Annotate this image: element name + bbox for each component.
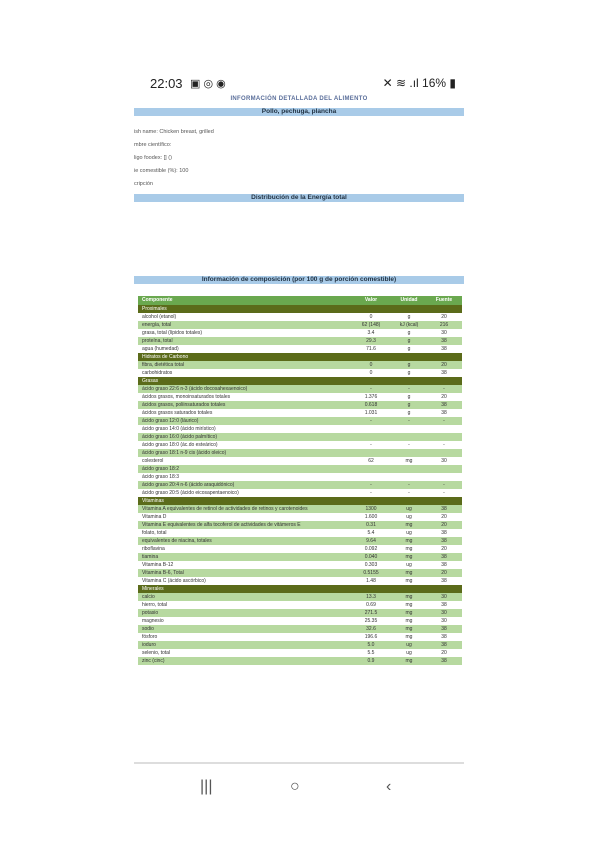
cell-unit: mg bbox=[405, 618, 413, 624]
composition-table bbox=[138, 296, 462, 665]
cell-value: 1.376 bbox=[364, 394, 378, 400]
cell-unit: mg bbox=[405, 610, 413, 616]
table-row bbox=[138, 361, 462, 369]
cell-component: Hidratos de Carbono bbox=[142, 354, 189, 360]
cell-source: 216 bbox=[439, 322, 449, 328]
table-row bbox=[138, 633, 462, 641]
cell-source: - bbox=[443, 418, 445, 424]
table-row bbox=[138, 601, 462, 609]
status-bar bbox=[150, 76, 460, 94]
table-row bbox=[138, 553, 462, 561]
notification-icons: ▣ ◎ ◉ bbox=[190, 78, 226, 90]
table-row bbox=[138, 593, 462, 601]
table-row bbox=[138, 457, 462, 465]
table-row bbox=[138, 505, 462, 513]
table-row bbox=[138, 609, 462, 617]
cell-unit: ug bbox=[406, 506, 412, 512]
table-row bbox=[138, 625, 462, 633]
table-row bbox=[138, 401, 462, 409]
cell-source: 38 bbox=[441, 634, 447, 640]
cell-value: 62 bbox=[368, 458, 374, 464]
cell-component: magnesio bbox=[142, 618, 164, 624]
cell-unit: mg bbox=[405, 570, 413, 576]
table-row bbox=[138, 425, 462, 433]
table-row bbox=[138, 617, 462, 625]
recent-apps-button[interactable]: ||| bbox=[200, 778, 213, 795]
cell-source: 30 bbox=[441, 618, 447, 624]
cell-component: Vitaminas bbox=[142, 498, 164, 504]
cell-value: 9.64 bbox=[366, 538, 376, 544]
cell-value: 271.5 bbox=[364, 610, 378, 616]
cell-source: 20 bbox=[441, 362, 447, 368]
cell-component: potasio bbox=[142, 610, 159, 616]
header-unit: Unidad bbox=[400, 297, 418, 303]
cell-component: agua (humedad) bbox=[142, 346, 179, 352]
cell-value: 62 (148) bbox=[361, 322, 381, 328]
page-title: INFORMACIÓN DETALLADA DEL ALIMENTO bbox=[230, 96, 368, 102]
table-row bbox=[138, 393, 462, 401]
cell-value: - bbox=[370, 490, 372, 496]
cell-unit: ug bbox=[406, 514, 412, 520]
cell-unit: g bbox=[407, 338, 411, 344]
cell-component: selenio, total bbox=[142, 650, 171, 656]
cell-component: Vitamina E equivalentes de alfa tocoferol de actividades de vitámeros E bbox=[142, 522, 301, 528]
cell-component: ácidos grasos, poliinsaturados totales bbox=[142, 402, 226, 408]
cell-source: - bbox=[443, 482, 445, 488]
cell-component: fósforo bbox=[142, 634, 158, 640]
cell-unit: mg bbox=[405, 626, 413, 632]
cell-unit: ug bbox=[406, 562, 412, 568]
table-row bbox=[138, 449, 462, 457]
cell-unit: mg bbox=[405, 546, 413, 552]
table-row bbox=[138, 513, 462, 521]
cell-unit: g bbox=[407, 394, 411, 400]
meta-scientific-name: mbre científico: bbox=[134, 142, 172, 148]
cell-unit: kJ (kcal) bbox=[399, 322, 419, 328]
cell-value: 0.31 bbox=[366, 522, 376, 528]
cell-component: ácido graso 18:2 bbox=[142, 466, 179, 472]
cell-value: 25.35 bbox=[364, 618, 378, 624]
cell-source: 38 bbox=[441, 346, 447, 352]
meta-english-name: ish name: Chicken breast, grilled bbox=[134, 129, 214, 135]
cell-value: 1.031 bbox=[364, 410, 378, 416]
cell-component: Vitamina B-6, Total bbox=[142, 570, 184, 576]
cell-component: Minerales bbox=[142, 586, 164, 592]
cell-unit: - bbox=[408, 442, 410, 448]
table-section-row bbox=[138, 497, 462, 505]
cell-component: ioduro bbox=[142, 642, 156, 648]
cell-source: 20 bbox=[441, 570, 447, 576]
cell-component: Vitamina A equivalentes de retinol de actividades de retinos y carotenoides bbox=[142, 506, 308, 512]
cell-component: grasa, total (lípidos totales) bbox=[142, 330, 203, 336]
cell-component: ácido graso 12:0 (láurico) bbox=[142, 418, 199, 424]
cell-value: 0 bbox=[369, 370, 373, 376]
cell-source: 38 bbox=[441, 578, 447, 584]
table-section-row bbox=[138, 377, 462, 385]
cell-value: 0.69 bbox=[366, 602, 376, 608]
cell-source: 38 bbox=[441, 642, 447, 648]
cell-component: ácido graso 20:5 (ácido eicosapentaenoico) bbox=[142, 490, 239, 496]
cell-component: Vitamina C (ácido ascórbico) bbox=[142, 578, 206, 584]
meta-foodex-code: ligo foodex: [] () bbox=[134, 155, 172, 161]
cell-source: 20 bbox=[441, 314, 447, 320]
cell-value: 32.6 bbox=[366, 626, 376, 632]
cell-unit: - bbox=[408, 490, 410, 496]
cell-source: 38 bbox=[441, 370, 447, 376]
table-row bbox=[138, 329, 462, 337]
cell-component: sodio bbox=[142, 626, 154, 632]
cell-component: ácido graso 14:0 (ácido mirístico) bbox=[142, 426, 216, 432]
cell-unit: mg bbox=[405, 458, 413, 464]
cell-component: tiamina bbox=[142, 554, 159, 560]
cell-value: 13.3 bbox=[366, 594, 376, 600]
header-component: Componente bbox=[142, 297, 173, 303]
header-value: Valor bbox=[364, 297, 378, 303]
table-row bbox=[138, 433, 462, 441]
cell-source: 38 bbox=[441, 538, 447, 544]
cell-value: 0.5155 bbox=[363, 570, 379, 576]
table-header bbox=[138, 296, 462, 305]
food-title-bar: Pollo, pechuga, plancha bbox=[134, 108, 464, 116]
cell-component: energía, total bbox=[142, 322, 172, 328]
cell-component: ácido graso 18:0 (ác.do esteárico) bbox=[142, 442, 218, 448]
cell-component: folato, total bbox=[142, 530, 167, 536]
cell-unit: g bbox=[407, 410, 411, 416]
cell-component: ácido graso 16:0 (ácido palmítico) bbox=[142, 434, 218, 440]
cell-source: 38 bbox=[441, 602, 447, 608]
table-row bbox=[138, 441, 462, 449]
cell-component: ácidos grasos, monoinsaturados totales bbox=[142, 394, 231, 400]
table-row bbox=[138, 337, 462, 345]
cell-component: equivalentes de niacina, totales bbox=[142, 538, 212, 544]
cell-source: 38 bbox=[441, 338, 447, 344]
table-row bbox=[138, 641, 462, 649]
cell-source: 38 bbox=[441, 530, 447, 536]
table-section-row bbox=[138, 305, 462, 313]
cell-value: 0.618 bbox=[364, 402, 378, 408]
cell-unit: mg bbox=[405, 658, 413, 664]
cell-source: 38 bbox=[441, 402, 447, 408]
meta-edible-portion: ie comestible (%): 100 bbox=[134, 168, 189, 174]
table-row bbox=[138, 369, 462, 377]
cell-source: - bbox=[443, 386, 445, 392]
cell-value: 5.5 bbox=[367, 650, 375, 656]
table-row bbox=[138, 465, 462, 473]
cell-source: - bbox=[443, 442, 445, 448]
cell-unit: mg bbox=[405, 578, 413, 584]
cell-source: 20 bbox=[441, 522, 447, 528]
table-row bbox=[138, 473, 462, 481]
cell-source: 30 bbox=[441, 594, 447, 600]
cell-component: ácido graso 20:4 n-6 (ácido araquidónico) bbox=[142, 482, 235, 488]
cell-unit: ug bbox=[406, 642, 412, 648]
cell-unit: g bbox=[407, 346, 411, 352]
cell-source: 20 bbox=[441, 650, 447, 656]
table-row bbox=[138, 561, 462, 569]
cell-source: 20 bbox=[441, 514, 447, 520]
cell-source: 20 bbox=[441, 394, 447, 400]
cell-value: 0 bbox=[369, 314, 373, 320]
table-row bbox=[138, 649, 462, 657]
cell-unit: g bbox=[407, 370, 411, 376]
cell-component: ácido graso 18:1 n-9 cis (ácido oleico) bbox=[142, 450, 227, 456]
cell-value: 3.4 bbox=[367, 330, 375, 336]
table-row bbox=[138, 481, 462, 489]
cell-unit: - bbox=[408, 386, 410, 392]
cell-unit: - bbox=[408, 418, 410, 424]
android-nav-bar bbox=[134, 762, 464, 804]
cell-component: riboflavina bbox=[142, 546, 165, 552]
cell-value: 0.9 bbox=[367, 658, 375, 664]
cell-source: 38 bbox=[441, 658, 447, 664]
cell-value: 5.4 bbox=[367, 530, 375, 536]
cell-source: 38 bbox=[441, 554, 447, 560]
composition-bar: Información de composición (por 100 g de porción comestible) bbox=[134, 276, 464, 284]
cell-unit: mg bbox=[405, 522, 413, 528]
table-row bbox=[138, 577, 462, 585]
cell-unit: mg bbox=[405, 602, 413, 608]
cell-unit: mg bbox=[405, 634, 413, 640]
cell-unit: g bbox=[407, 362, 411, 368]
table-row bbox=[138, 569, 462, 577]
cell-source: - bbox=[443, 490, 445, 496]
table-row bbox=[138, 489, 462, 497]
back-button[interactable]: ‹ bbox=[386, 778, 392, 795]
cell-value: 1.48 bbox=[366, 578, 376, 584]
table-row bbox=[138, 521, 462, 529]
table-row bbox=[138, 321, 462, 329]
header-source: Fuente bbox=[435, 297, 453, 303]
cell-value: 0 bbox=[369, 362, 373, 368]
cell-component: ácido graso 22:6 n-3 (ácido docosahexaenoico) bbox=[142, 386, 248, 392]
cell-component: calcio bbox=[142, 594, 155, 600]
energy-distribution-bar: Distribución de la Energía total bbox=[134, 194, 464, 202]
cell-source: 30 bbox=[441, 610, 447, 616]
cell-unit: mg bbox=[405, 554, 413, 560]
cell-component: Grasas bbox=[142, 378, 159, 384]
cell-value: 0.092 bbox=[364, 546, 378, 552]
cell-value: 1300 bbox=[365, 506, 377, 512]
cell-component: alcohol (etanol) bbox=[142, 314, 177, 320]
cell-value: 29.3 bbox=[366, 338, 376, 344]
cell-unit: g bbox=[407, 314, 411, 320]
home-button[interactable]: ○ bbox=[290, 778, 300, 795]
cell-value: 0.303 bbox=[364, 562, 378, 568]
cell-unit: g bbox=[407, 330, 411, 336]
cell-component: ácido graso 18:3 bbox=[142, 474, 179, 480]
cell-component: carbohidratos bbox=[142, 370, 173, 376]
cell-value: - bbox=[370, 442, 372, 448]
cell-component: zinc (cinc) bbox=[142, 658, 165, 664]
table-row bbox=[138, 385, 462, 393]
cell-source: 38 bbox=[441, 562, 447, 568]
cell-value: - bbox=[370, 386, 372, 392]
cell-value: 71.6 bbox=[366, 346, 376, 352]
cell-source: 38 bbox=[441, 506, 447, 512]
table-row bbox=[138, 345, 462, 353]
table-row bbox=[138, 409, 462, 417]
table-row bbox=[138, 545, 462, 553]
cell-value: - bbox=[370, 418, 372, 424]
table-row bbox=[138, 529, 462, 537]
cell-source: 38 bbox=[441, 410, 447, 416]
cell-unit: mg bbox=[405, 594, 413, 600]
cell-source: 38 bbox=[441, 626, 447, 632]
cell-value: 1.600 bbox=[364, 514, 378, 520]
battery-level: ✕ ≋ .ıl 16% ▮ bbox=[382, 76, 456, 90]
table-row bbox=[138, 657, 462, 665]
cell-component: ácidos grasos saturados totales bbox=[142, 410, 213, 416]
table-section-row bbox=[138, 585, 462, 593]
meta-description: cripción bbox=[134, 181, 153, 187]
cell-component: Vitamina B-12 bbox=[142, 562, 174, 568]
cell-component: Proximales bbox=[142, 306, 167, 312]
cell-component: hierro, total bbox=[142, 602, 168, 608]
cell-value: - bbox=[370, 482, 372, 488]
table-row bbox=[138, 537, 462, 545]
cell-unit: g bbox=[407, 402, 411, 408]
cell-source: 30 bbox=[441, 458, 447, 464]
table-section-row bbox=[138, 353, 462, 361]
cell-source: 20 bbox=[441, 546, 447, 552]
cell-source: 30 bbox=[441, 330, 447, 336]
cell-unit: ug bbox=[406, 650, 412, 656]
cell-component: colesterol bbox=[142, 458, 164, 464]
cell-value: 5.0 bbox=[367, 642, 375, 648]
table-row bbox=[138, 417, 462, 425]
table-row bbox=[138, 313, 462, 321]
cell-unit: ug bbox=[406, 530, 412, 536]
cell-unit: - bbox=[408, 482, 410, 488]
cell-component: proteína, total bbox=[142, 338, 173, 344]
cell-component: Vitamina D bbox=[142, 514, 167, 520]
cell-value: 196.6 bbox=[364, 634, 378, 640]
cell-component: fibra, dietética total bbox=[142, 362, 184, 368]
cell-value: 0.040 bbox=[364, 554, 378, 560]
cell-unit: mg bbox=[405, 538, 413, 544]
status-time: 22:03 bbox=[150, 76, 183, 91]
